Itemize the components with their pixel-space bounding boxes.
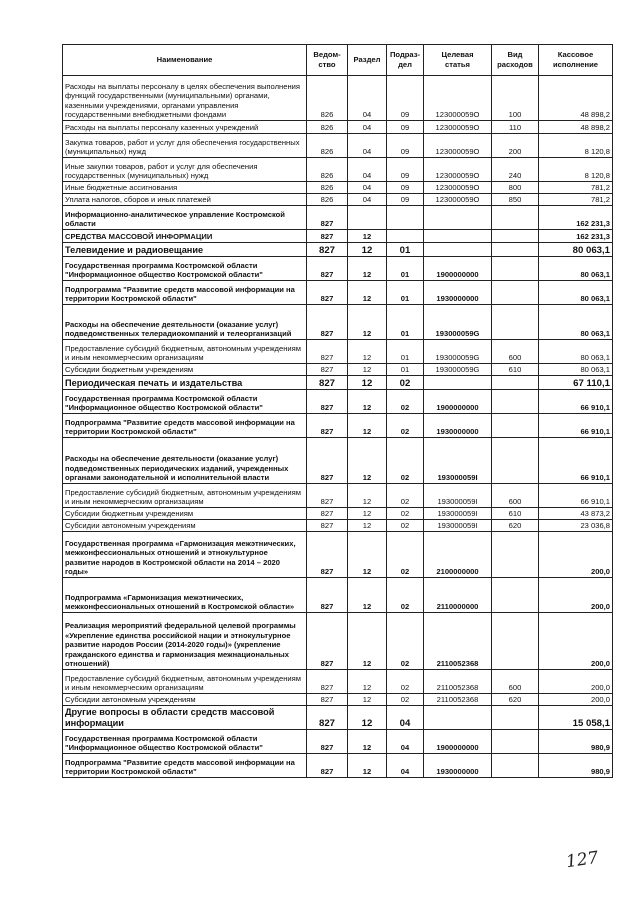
cell-name: Подпрограмма "Развитие средств массовой информации на территории Костромской области" <box>63 281 307 305</box>
cell-name: Расходы на обеспечение деятельности (оказание услуг) подведомственных периодических изданий, учрежденных органами законодательной и исполнительной власти <box>63 438 307 484</box>
cell-vedomstvo: 827 <box>307 281 348 305</box>
table-row <box>63 134 613 158</box>
cell-vid: 610 <box>492 364 539 376</box>
table-row <box>63 364 613 376</box>
cell-vid <box>492 532 539 578</box>
cell-razdel: 12 <box>348 613 387 670</box>
cell-statya: 1900000000 <box>424 730 492 754</box>
cell-amount: 980,9 <box>539 730 613 754</box>
cell-razdel: 04 <box>348 76 387 121</box>
cell-amount: 980,9 <box>539 754 613 778</box>
cell-razdel: 04 <box>348 182 387 194</box>
table-row <box>63 194 613 206</box>
cell-podrazdel: 04 <box>387 706 424 730</box>
cell-podrazdel: 02 <box>387 578 424 613</box>
table-row <box>63 76 613 121</box>
cell-statya: 123000059О <box>424 194 492 206</box>
cell-vedomstvo: 827 <box>307 520 348 532</box>
cell-razdel: 12 <box>348 438 387 484</box>
cell-statya: 123000059О <box>424 121 492 134</box>
cell-amount: 66 910,1 <box>539 484 613 508</box>
cell-name: Подпрограмма "Развитие средств массовой информации на территории Костромской области" <box>63 414 307 438</box>
cell-name: Уплата налогов, сборов и иных платежей <box>63 194 307 206</box>
cell-statya: 1900000000 <box>424 257 492 281</box>
cell-statya: 193000059G <box>424 305 492 340</box>
cell-razdel: 12 <box>348 694 387 706</box>
cell-statya: 193000059I <box>424 438 492 484</box>
cell-podrazdel: 02 <box>387 613 424 670</box>
cell-statya: 193000059I <box>424 520 492 532</box>
cell-vedomstvo: 827 <box>307 376 348 390</box>
cell-razdel: 12 <box>348 484 387 508</box>
table-row <box>63 121 613 134</box>
cell-name: Государственная программа Костромской области "Информационное общество Костромской области" <box>63 390 307 414</box>
cell-statya: 123000059О <box>424 76 492 121</box>
cell-amount: 66 910,1 <box>539 390 613 414</box>
cell-statya <box>424 706 492 730</box>
cell-amount: 200,0 <box>539 578 613 613</box>
cell-amount: 8 120,8 <box>539 134 613 158</box>
cell-name: Расходы на выплаты персоналу казенных учреждений <box>63 121 307 134</box>
column-header-ispolnenie: Кассовое исполнение <box>539 45 613 76</box>
cell-podrazdel: 02 <box>387 484 424 508</box>
cell-razdel: 12 <box>348 364 387 376</box>
cell-name: Предоставление субсидий бюджетным, автономным учреждениям и иным некоммерческим организациям <box>63 484 307 508</box>
cell-podrazdel: 02 <box>387 376 424 390</box>
cell-vedomstvo: 827 <box>307 390 348 414</box>
cell-statya: 1930000000 <box>424 281 492 305</box>
cell-razdel: 12 <box>348 730 387 754</box>
cell-amount: 781,2 <box>539 182 613 194</box>
cell-amount: 162 231,3 <box>539 230 613 243</box>
table-row <box>63 508 613 520</box>
cell-razdel: 12 <box>348 520 387 532</box>
cell-razdel: 12 <box>348 578 387 613</box>
cell-razdel: 12 <box>348 340 387 364</box>
cell-vedomstvo: 827 <box>307 670 348 694</box>
cell-statya: 2110052368 <box>424 694 492 706</box>
cell-razdel: 12 <box>348 706 387 730</box>
cell-vid <box>492 578 539 613</box>
cell-amount: 48 898,2 <box>539 76 613 121</box>
column-header-podrazdel: Подраз- дел <box>387 45 424 76</box>
cell-name: Подпрограмма "Развитие средств массовой информации на территории Костромской области" <box>63 754 307 778</box>
cell-vid: 850 <box>492 194 539 206</box>
cell-razdel: 12 <box>348 414 387 438</box>
cell-vid <box>492 390 539 414</box>
cell-amount: 200,0 <box>539 613 613 670</box>
cell-podrazdel: 09 <box>387 158 424 182</box>
cell-vedomstvo: 826 <box>307 134 348 158</box>
cell-amount: 80 063,1 <box>539 305 613 340</box>
cell-amount: 66 910,1 <box>539 414 613 438</box>
cell-podrazdel: 01 <box>387 364 424 376</box>
cell-amount: 80 063,1 <box>539 257 613 281</box>
cell-podrazdel: 02 <box>387 520 424 532</box>
cell-razdel: 12 <box>348 754 387 778</box>
cell-vedomstvo: 827 <box>307 305 348 340</box>
cell-statya: 2110052368 <box>424 670 492 694</box>
cell-amount: 15 058,1 <box>539 706 613 730</box>
cell-statya: 2100000000 <box>424 532 492 578</box>
cell-amount: 8 120,8 <box>539 158 613 182</box>
cell-name: Периодическая печать и издательства <box>63 376 307 390</box>
cell-statya: 1900000000 <box>424 390 492 414</box>
cell-podrazdel: 09 <box>387 76 424 121</box>
cell-name: Другие вопросы в области средств массовой информации <box>63 706 307 730</box>
cell-vid: 100 <box>492 76 539 121</box>
cell-name: Информационно-аналитическое управление Костромской области <box>63 206 307 230</box>
cell-amount: 23 036,8 <box>539 520 613 532</box>
table-row <box>63 613 613 670</box>
cell-statya: 193000059G <box>424 340 492 364</box>
cell-podrazdel: 04 <box>387 730 424 754</box>
cell-name: Иные закупки товаров, работ и услуг для обеспечения государственных (муниципальных) нужд <box>63 158 307 182</box>
cell-vid: 240 <box>492 158 539 182</box>
cell-razdel: 04 <box>348 158 387 182</box>
cell-vid <box>492 257 539 281</box>
table-row <box>63 281 613 305</box>
table-row <box>63 520 613 532</box>
cell-podrazdel: 02 <box>387 670 424 694</box>
cell-name: Субсидии автономным учреждениям <box>63 694 307 706</box>
cell-podrazdel: 01 <box>387 305 424 340</box>
cell-vid <box>492 438 539 484</box>
cell-vedomstvo: 827 <box>307 532 348 578</box>
table-row <box>63 376 613 390</box>
cell-vid: 600 <box>492 670 539 694</box>
cell-statya: 193000059I <box>424 484 492 508</box>
cell-amount: 43 873,2 <box>539 508 613 520</box>
cell-amount: 67 110,1 <box>539 376 613 390</box>
cell-statya: 193000059I <box>424 508 492 520</box>
cell-podrazdel: 01 <box>387 340 424 364</box>
cell-statya: 1930000000 <box>424 414 492 438</box>
cell-razdel <box>348 206 387 230</box>
cell-razdel: 12 <box>348 230 387 243</box>
cell-amount: 200,0 <box>539 532 613 578</box>
cell-vedomstvo: 826 <box>307 158 348 182</box>
cell-amount: 162 231,3 <box>539 206 613 230</box>
cell-statya: 123000059О <box>424 182 492 194</box>
cell-vedomstvo: 827 <box>307 340 348 364</box>
column-header-name: Наименование <box>63 45 307 76</box>
cell-vid <box>492 206 539 230</box>
budget-table <box>62 44 613 778</box>
cell-vedomstvo: 826 <box>307 76 348 121</box>
cell-name: Расходы на выплаты персоналу в целях обеспечения выполнения функций государственными (муниципальными) органами, казенными учреждениями, органами управления государственными внебюджетными фондами <box>63 76 307 121</box>
cell-statya <box>424 243 492 257</box>
cell-razdel: 12 <box>348 305 387 340</box>
cell-podrazdel: 02 <box>387 694 424 706</box>
column-header-razdel: Раздел <box>348 45 387 76</box>
cell-name: Государственная программа «Гармонизация межэтнических, межконфессиональных отношений и этнокультурное развитие народов в Костромской области на 2014 – 2020 годы» <box>63 532 307 578</box>
table-header-row <box>63 45 613 76</box>
column-header-vid: Вид расходов <box>492 45 539 76</box>
table-row <box>63 305 613 340</box>
cell-vedomstvo: 827 <box>307 257 348 281</box>
cell-vedomstvo: 827 <box>307 230 348 243</box>
table-row <box>63 390 613 414</box>
cell-podrazdel: 09 <box>387 121 424 134</box>
cell-vedomstvo: 827 <box>307 508 348 520</box>
cell-vid <box>492 230 539 243</box>
cell-name: Расходы на обеспечение деятельности (оказание услуг) подведомственных телерадиокомпаний и телеорганизаций <box>63 305 307 340</box>
cell-amount: 80 063,1 <box>539 364 613 376</box>
cell-vedomstvo: 826 <box>307 182 348 194</box>
cell-vid: 200 <box>492 134 539 158</box>
cell-vid: 600 <box>492 484 539 508</box>
cell-statya: 1930000000 <box>424 754 492 778</box>
cell-statya <box>424 206 492 230</box>
cell-vedomstvo: 827 <box>307 364 348 376</box>
cell-podrazdel: 01 <box>387 243 424 257</box>
cell-vedomstvo: 826 <box>307 194 348 206</box>
cell-vid: 620 <box>492 520 539 532</box>
table-row <box>63 670 613 694</box>
cell-podrazdel: 02 <box>387 508 424 520</box>
handwritten-page-number: 127 <box>564 847 600 873</box>
cell-razdel: 04 <box>348 134 387 158</box>
cell-vid: 110 <box>492 121 539 134</box>
cell-vid: 620 <box>492 694 539 706</box>
cell-podrazdel: 09 <box>387 194 424 206</box>
cell-name: Закупка товаров, работ и услуг для обеспечения государственных (муниципальных) нужд <box>63 134 307 158</box>
cell-podrazdel: 09 <box>387 182 424 194</box>
cell-name: Субсидии бюджетным учреждениям <box>63 364 307 376</box>
cell-name: Подпрограмма «Гармонизация межэтнических, межконфессиональных отношений в Костромской области» <box>63 578 307 613</box>
cell-vedomstvo: 827 <box>307 754 348 778</box>
table-row <box>63 706 613 730</box>
table-row <box>63 158 613 182</box>
cell-vid <box>492 613 539 670</box>
cell-razdel: 12 <box>348 281 387 305</box>
cell-vedomstvo: 827 <box>307 706 348 730</box>
cell-amount: 200,0 <box>539 694 613 706</box>
column-header-statya: Целевая статья <box>424 45 492 76</box>
cell-statya: 193000059G <box>424 364 492 376</box>
cell-name: Телевидение и радиовещание <box>63 243 307 257</box>
cell-vid <box>492 414 539 438</box>
cell-vedomstvo: 827 <box>307 243 348 257</box>
cell-razdel: 12 <box>348 508 387 520</box>
cell-razdel: 04 <box>348 121 387 134</box>
cell-razdel: 12 <box>348 257 387 281</box>
table-row <box>63 754 613 778</box>
cell-vedomstvo: 827 <box>307 613 348 670</box>
cell-statya: 123000059О <box>424 158 492 182</box>
cell-razdel: 12 <box>348 670 387 694</box>
cell-razdel: 12 <box>348 532 387 578</box>
cell-name: СРЕДСТВА МАССОВОЙ ИНФОРМАЦИИ <box>63 230 307 243</box>
cell-podrazdel: 02 <box>387 438 424 484</box>
cell-podrazdel <box>387 206 424 230</box>
cell-podrazdel: 04 <box>387 754 424 778</box>
cell-name: Государственная программа Костромской области "Информационное общество Костромской области" <box>63 257 307 281</box>
table-row <box>63 730 613 754</box>
cell-statya: 2110052368 <box>424 613 492 670</box>
cell-name: Субсидии бюджетным учреждениям <box>63 508 307 520</box>
cell-podrazdel <box>387 230 424 243</box>
cell-podrazdel: 02 <box>387 414 424 438</box>
cell-podrazdel: 01 <box>387 281 424 305</box>
cell-amount: 80 063,1 <box>539 340 613 364</box>
cell-vedomstvo: 826 <box>307 121 348 134</box>
table-row <box>63 243 613 257</box>
cell-name: Государственная программа Костромской области "Информационное общество Костромской области" <box>63 730 307 754</box>
table-row <box>63 532 613 578</box>
cell-statya <box>424 230 492 243</box>
cell-vedomstvo: 827 <box>307 694 348 706</box>
cell-name: Реализация мероприятий федеральной целевой программы «Укрепление единства российской нации и этнокультурное развитие народов России (2014-2020 годы)» (укрепление гражданского единства и гармонизация межнациональных отношений) <box>63 613 307 670</box>
cell-podrazdel: 02 <box>387 532 424 578</box>
table-row <box>63 230 613 243</box>
table-row <box>63 484 613 508</box>
cell-vedomstvo: 827 <box>307 578 348 613</box>
cell-name: Субсидии автономным учреждениям <box>63 520 307 532</box>
cell-amount: 781,2 <box>539 194 613 206</box>
cell-vid <box>492 281 539 305</box>
cell-vid <box>492 730 539 754</box>
cell-statya <box>424 376 492 390</box>
cell-vid: 800 <box>492 182 539 194</box>
cell-vid <box>492 754 539 778</box>
cell-amount: 80 063,1 <box>539 243 613 257</box>
cell-razdel: 04 <box>348 194 387 206</box>
cell-podrazdel: 01 <box>387 257 424 281</box>
cell-vedomstvo: 827 <box>307 414 348 438</box>
table-row <box>63 438 613 484</box>
cell-podrazdel: 02 <box>387 390 424 414</box>
cell-vid: 600 <box>492 340 539 364</box>
cell-razdel: 12 <box>348 243 387 257</box>
table-body <box>63 76 613 778</box>
table-row <box>63 340 613 364</box>
cell-vedomstvo: 827 <box>307 484 348 508</box>
cell-podrazdel: 09 <box>387 134 424 158</box>
cell-vid: 610 <box>492 508 539 520</box>
cell-amount: 48 898,2 <box>539 121 613 134</box>
table-row <box>63 694 613 706</box>
cell-vid <box>492 243 539 257</box>
cell-razdel: 12 <box>348 390 387 414</box>
table-row <box>63 257 613 281</box>
cell-vedomstvo: 827 <box>307 730 348 754</box>
cell-name: Предоставление субсидий бюджетным, автономным учреждениям и иным некоммерческим организациям <box>63 670 307 694</box>
cell-vedomstvo: 827 <box>307 206 348 230</box>
column-header-vedomstvo: Ведом- ство <box>307 45 348 76</box>
table-row <box>63 182 613 194</box>
table-row <box>63 206 613 230</box>
cell-vedomstvo: 827 <box>307 438 348 484</box>
cell-vid <box>492 305 539 340</box>
cell-statya: 123000059О <box>424 134 492 158</box>
cell-amount: 66 910,1 <box>539 438 613 484</box>
cell-name: Предоставление субсидий бюджетным, автономным учреждениям и иным некоммерческим организациям <box>63 340 307 364</box>
table-row <box>63 578 613 613</box>
cell-razdel: 12 <box>348 376 387 390</box>
cell-amount: 80 063,1 <box>539 281 613 305</box>
table-row <box>63 414 613 438</box>
cell-vid <box>492 706 539 730</box>
cell-name: Иные бюджетные ассигнования <box>63 182 307 194</box>
cell-vid <box>492 376 539 390</box>
cell-statya: 2110000000 <box>424 578 492 613</box>
cell-amount: 200,0 <box>539 670 613 694</box>
